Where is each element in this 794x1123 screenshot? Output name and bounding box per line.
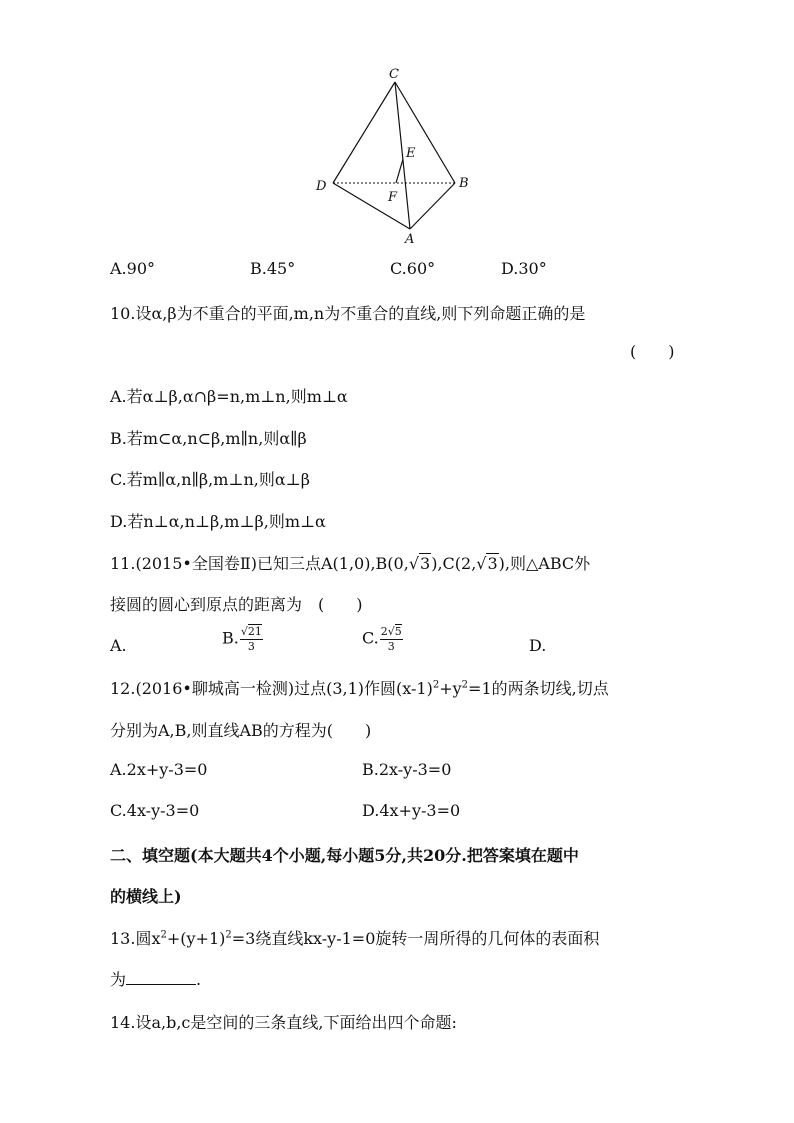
q9-option-a: A.90° [110,259,155,278]
q13-text-c: =3绕直线kx-y-1=0旋转一周所得的几何体的表面积 [231,929,600,948]
q10-option-a: A.若α⊥β,α∩β=n,m⊥n,则m⊥α [110,387,348,406]
q13-line-2 [110,967,201,990]
q13-period: . [196,970,202,989]
q12-option-c: C.4x-y-3=0 [110,801,200,820]
q12-text-b: +y [439,679,462,698]
fraction-sqrt21-over-3: $\frac{√21}{3}$ [240,625,262,653]
q12-line-1: 12.(2016•聊城高一检测)过点(3,1)作圆$(x-1)^2+y^2=1$的两条切线,切点 [110,679,609,698]
q11-line-1 [110,551,590,574]
q10-answer-paren: ( ) [630,342,675,361]
label-d: D [316,179,327,194]
fraction-2sqrt5-over-3: $\frac{2√5}{3}$ [380,625,402,653]
q10-option-c: C.若m∥α,n∥β,m⊥n,则α⊥β [110,470,310,489]
q12-text-c: =1的两条切线,切点 [468,679,609,698]
q11-text-c: ),则△ABC外 [498,554,591,573]
q11-option-c [362,626,403,652]
edge-da [333,183,410,229]
edge-ab [410,183,455,229]
q13-text-wei: 为 [110,970,127,989]
q13-text-a: 13.圆x [110,929,161,948]
q11-option-b [222,626,263,652]
q12-line-2: 分别为A,B,则直线AB的方程为( ) [110,721,372,740]
q11-option-d: D. [529,636,547,655]
q9-option-c: C.60° [390,259,436,278]
label-a: A [405,232,415,247]
q14-line-1: 14.设a,b,c是空间的三条直线,下面给出四个命题: [110,1013,457,1032]
segment-ef [396,159,403,183]
q11-option-b-prefix: B. [222,628,239,648]
answer-blank[interactable] [126,970,196,985]
q9-option-b: B.45° [250,259,296,278]
label-f: F [388,190,398,205]
tetrahedron-figure [300,62,490,247]
section-2-heading-line-1: 二、填空题(本大题共4个小题,每小题5分,共20分.把答案填在题中 [110,846,579,865]
q13-text-b: +(y+1) [166,929,226,948]
q11-text-a: 11.(2015•全国卷Ⅱ)已知三点A(1,0),B(0, [110,554,409,573]
edge-cd [333,82,395,183]
label-e: E [406,146,416,161]
q12-text-a: 12.(2016•聊城高一检测)过点(3,1)作圆(x-1) [110,679,433,698]
section-2-heading-line-2: 的横线上) [110,887,182,906]
q13-line-1: 13.圆$x^2+(y+1)^2=3$绕直线kx-y-1=0旋转一周所得的几何体的表面积 [110,929,600,948]
q12-option-a: A.2x+y-3=0 [110,760,208,779]
label-c: C [389,67,399,82]
q10-option-d: D.若n⊥α,n⊥β,m⊥β,则m⊥α [110,512,326,531]
q12-option-b: B.2x-y-3=0 [362,760,452,779]
q9-option-d: D.30° [501,259,547,278]
q11-option-c-prefix: C. [362,628,379,648]
q11-option-a: A. [110,636,127,655]
q11-line-2: 接圆的圆心到原点的距离为 ( ) [110,595,363,614]
label-b: B [459,176,469,191]
q11-text-b: ),C(2, [431,554,477,573]
q10-stem: 10.设α,β为不重合的平面,m,n为不重合的直线,则下列命题正确的是 [110,304,586,323]
q12-option-d: D.4x+y-3=0 [362,801,461,820]
sqrt-3-c: √3 [476,554,498,573]
sqrt-3-b: √3 [408,554,431,573]
q10-option-b: B.若m⊂α,n⊂β,m∥n,则α∥β [110,429,307,448]
